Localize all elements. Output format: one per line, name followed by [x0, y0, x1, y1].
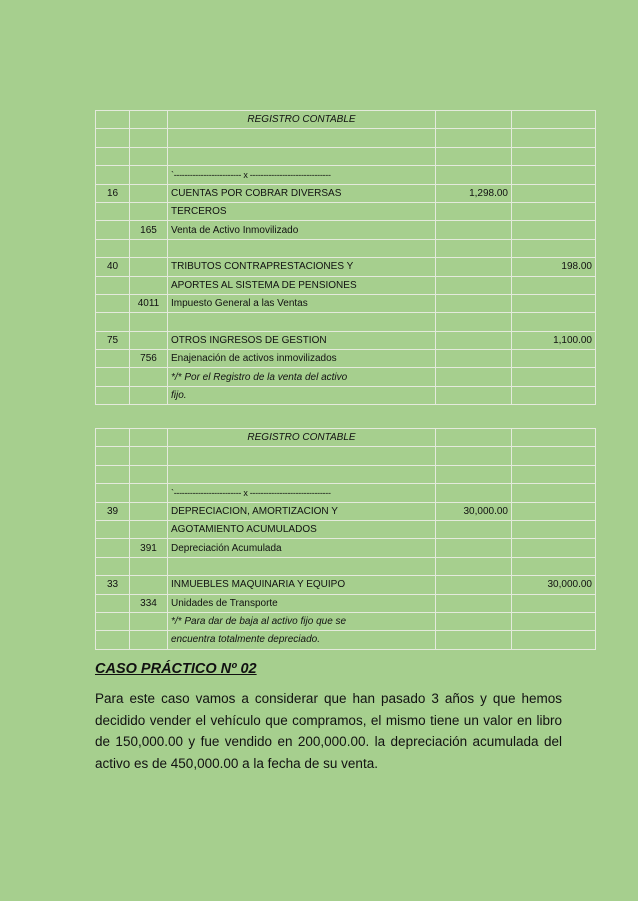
table-row: APORTES AL SISTEMA DE PENSIONES	[96, 276, 596, 294]
entry-gloss-line: */* Para dar de baja al activo fijo que se	[168, 612, 436, 630]
table-row: AGOTAMIENTO ACUMULADOS	[96, 520, 596, 538]
journal-entry-table-1	[95, 110, 596, 405]
table-row: 16 CUENTAS POR COBRAR DIVERSAS 1,298.00	[96, 184, 596, 202]
entry-gloss-line: fijo.	[168, 386, 436, 404]
entry-gloss-line: encuentra totalmente depreciado.	[168, 631, 436, 649]
table-row: 40 TRIBUTOS CONTRAPRESTACIONES Y 198.00	[96, 258, 596, 276]
section-heading: CASO PRÁCTICO Nº 02	[95, 661, 257, 677]
entry-separator: `------------------------- x ------------------------------	[168, 166, 436, 184]
table-row: 165 Venta de Activo Inmovilizado	[96, 221, 596, 239]
table-row: 39 DEPRECIACION, AMORTIZACION Y 30,000.00	[96, 502, 596, 520]
journal-entry-table-2	[95, 428, 596, 650]
table-row: 334 Unidades de Transporte	[96, 594, 596, 612]
table-title: REGISTRO CONTABLE	[168, 111, 436, 129]
entry-separator: `------------------------- x ------------------------------	[168, 484, 436, 502]
table-row: 75 OTROS INGRESOS DE GESTION 1,100.00	[96, 331, 596, 349]
table-title: REGISTRO CONTABLE	[168, 429, 436, 447]
table-row: 33 INMUEBLES MAQUINARIA Y EQUIPO 30,000.00	[96, 576, 596, 594]
table-row: 4011 Impuesto General a las Ventas	[96, 294, 596, 312]
table-row: 391 Depreciación Acumulada	[96, 539, 596, 557]
case-paragraph: Para este caso vamos a considerar que han pasado 3 años y que hemos decidido vender el vehículo que compramos, el mismo tiene un valor en libro de 150,000.00 y fue vendido en 200,000.00. la depreciación acumulada del activo es de 450,000.00 a la fecha de su venta.	[95, 691, 562, 771]
table-row: 756 Enajenación de activos inmovilizados	[96, 350, 596, 368]
entry-gloss-line: */* Por el Registro de la venta del activo	[168, 368, 436, 386]
table-row: TERCEROS	[96, 202, 596, 220]
